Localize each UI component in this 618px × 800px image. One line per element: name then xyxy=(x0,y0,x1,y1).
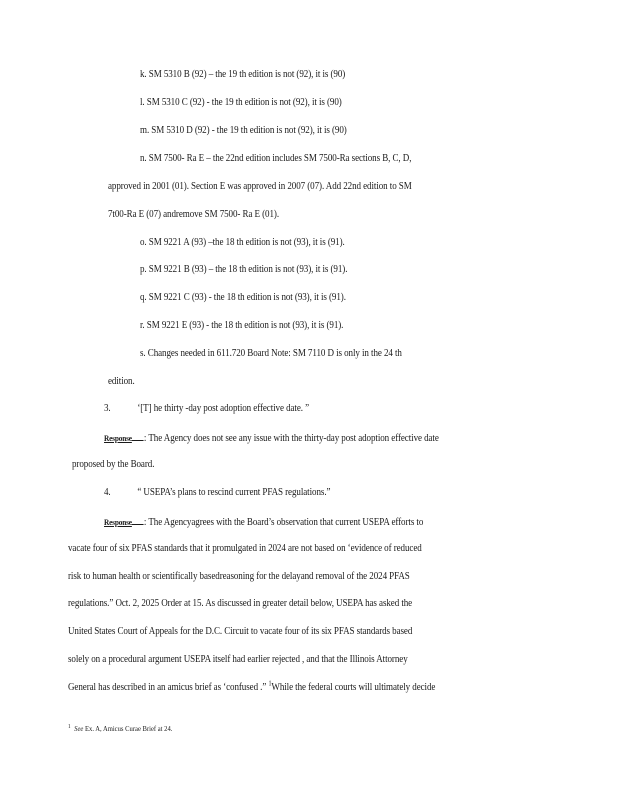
list-item-k: k. SM 5310 B (92) – the 19 th edition is not (92), it is (90) xyxy=(140,69,346,80)
footnote-signal: See xyxy=(74,724,84,733)
body-text: General has described in an amicus brief as ‘confused .” xyxy=(68,682,269,693)
list-item-n: n. SM 7500- Ra E – the 22nd edition includes SM 7500-Ra sections B, C, D, xyxy=(140,153,412,164)
response-text: : The Agencyagrees with the Board’s observation that current USEPA efforts to xyxy=(143,517,424,528)
item-3-response xyxy=(104,430,439,446)
body-line: regulations.” Oct. 2, 2025 Order at 15. As discussed in greater detail below, USEPA has asked the xyxy=(68,598,413,609)
item-3-heading xyxy=(104,402,309,416)
item-number: 3. xyxy=(104,403,111,414)
response-label: Response xyxy=(104,517,132,527)
body-line: vacate four of six PFAS standards that it promulgated in 2024 are not based on ‘evidence of reduced xyxy=(68,543,422,554)
response-text: : The Agency does not see any issue with the thirty-day post adoption effective date xyxy=(143,433,439,444)
footnote-reference[interactable]: 1 xyxy=(268,679,272,688)
body-line xyxy=(68,681,435,695)
list-item-r: r. SM 9221 E (93) - the 18 th edition is not (93), it is (91). xyxy=(140,320,344,331)
item-3-response-continued: proposed by the Board. xyxy=(72,459,155,470)
body-text: While the federal courts will ultimately decide xyxy=(271,682,436,693)
list-item-o: o. SM 9221 A (93) –the 18 th edition is not (93), it is (91). xyxy=(140,237,345,248)
list-item-l: l. SM 5310 C (92) - the 19 th edition is not (92), it is (90) xyxy=(140,97,342,108)
footnote xyxy=(68,724,172,734)
list-item-n-continued: 7t00-Ra E (07) andremove SM 7500- Ra E (01). xyxy=(108,209,280,220)
list-item-p: p. SM 9221 B (93) – the 18 th edition is not (93), it is (91). xyxy=(140,264,348,275)
item-number: 4. xyxy=(104,487,111,498)
list-item-q: q. SM 9221 C (93) - the 18 th edition is not (93), it is (91). xyxy=(140,292,346,303)
list-item-s-continued: edition. xyxy=(108,376,135,387)
footnote-number: 1 xyxy=(68,723,71,730)
response-label: Response xyxy=(104,433,132,443)
body-line: United States Court of Appeals for the D.C. Circuit to vacate four of its six PFAS standards based xyxy=(68,626,413,637)
list-item-m: m. SM 5310 D (92) - the 19 th edition is not (92), it is (90) xyxy=(140,125,347,136)
footnote-text: Ex. A, Amicus Curae Brief at 24. xyxy=(83,724,173,733)
item-quote: “ USEPA’s plans to rescind current PFAS regulations.” xyxy=(137,487,331,498)
item-4-heading xyxy=(104,486,330,500)
item-4-response xyxy=(104,514,423,530)
body-line: risk to human health or scientifically basedreasoning for the delayand removal of the 2024 PFAS xyxy=(68,571,410,582)
list-item-s: s. Changes needed in 611.720 Board Note: SM 7110 D is only in the 24 th xyxy=(140,348,402,359)
list-item-n-continued: approved in 2001 (01). Section E was approved in 2007 (07). Add 22nd edition to SM xyxy=(108,181,412,192)
item-quote: ‘[T] he thirty -day post adoption effective date. ” xyxy=(137,403,310,414)
body-line: solely on a procedural argument USEPA itself had earlier rejected , and that the Illinois Attorney xyxy=(68,654,408,665)
